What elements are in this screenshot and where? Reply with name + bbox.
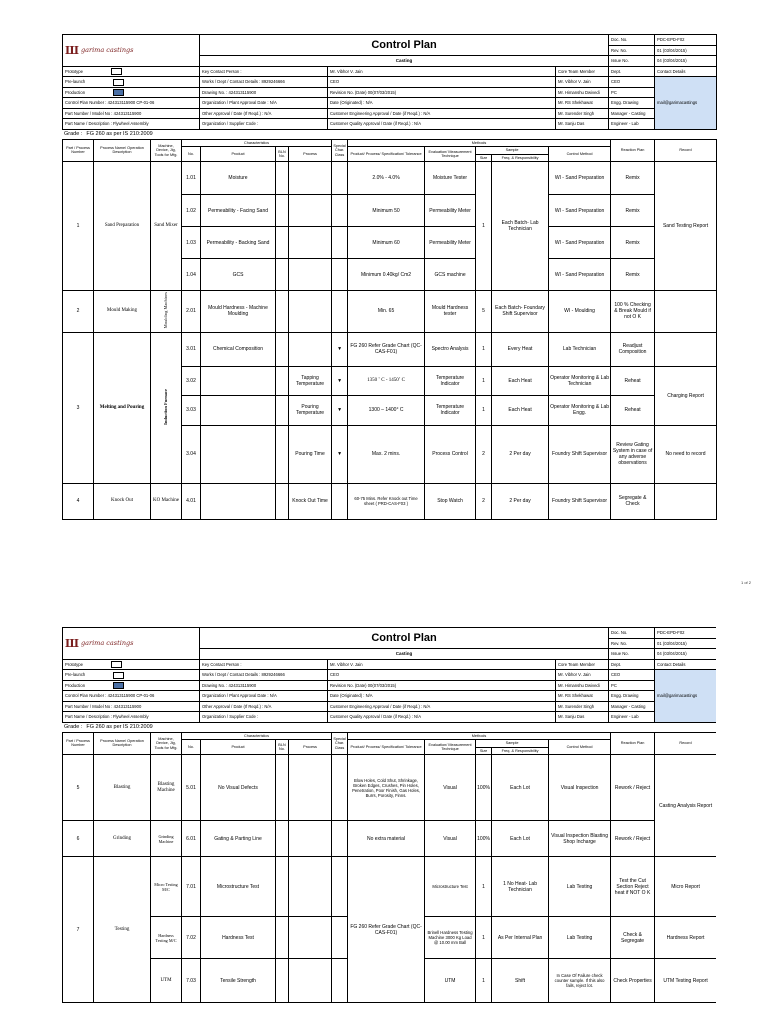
logo: Ш garima castings [63, 628, 200, 660]
table-row: 4 Knock Out KO Machine 4.01 Knock Out Time 60-75 Mins. Refer Knock out Time sheet ( PRD-CAS-F03 ) Stop Watch 2 2 Per day Foundry Shift Supervisor Segregate & Check [63, 483, 717, 519]
control-plan-page-2 [62, 627, 716, 1024]
email-cell: mail@garimacastings [655, 77, 717, 130]
plan-table: Part / Process Number Process Name/ Operation Description Machine, Device, Jig, Tools for Mfg. Characteristics Special Char. Class Methods Reaction Plan Record No. Product BLN No. Process Product/ Process/ Specification/ Tolerance Evaluation/ Measurement Technique Sample Control Method Size Freq. & Responsibility 1 Sand Preparation Sand Mixer 1.01 Moisture 2.0% - 4.0% Moisture Tester 1 Each Batch- Lab Technician WI - Sand Preparation Remix Sand Testing Report 1.02 Permeability - Facing Sand Minimum 50 Permeability Meter WI - Sand Preparation Remix 1.03 Permeability - Backing Sand Minimum 60 Permeability Meter WI - Sand Preparation Remix 1.04 GCS Minimum 0.40kg/ Cm2 GCS machine WI - Sand Preparation Remix 2 Mould Making Moulding Machines 2.01 Mould Hardness - Machine Moulding Min. 65 Mould Hardness tester 5 Each Batch- Foundary Shift Supervisor WI - Moulding 100 % Checking & Break Mould if not O K 3 Melting and Pouring Induction Furnace 3.01 Chemical Composition ▼ FG 260 Refer Grade Chart (QC-CAS-F01) Spectro Analysis 1 Every Heat Lab Technician Readjust Composition 3.02 Tapping Temperature ▼ 1350 ˚ C - 1450˚ C Temperature Indicator 1 Each Heat Operator Monitoring & Lab Technician Reheat Charging Report 3.03 Pouring Temperature ▼ 1300 – 1400° C Temperature Indicator 1 Each Heat Operator Monitoring & Lab Engg. Reheat 3.04 Pouring Time ▼ Max. 2 mins. Process Control 2 2 Per day Foundry Shift Supervisor Review Gating System in case of any adverse observations No need to record 4 Knock Out KO Machine 4.01 Knock Out Time 60-75 Mins. Refer Knock out Time sheet ( PRD-CAS-F03 ) Stop Watch 2 2 Per day Foundry Shift Supervisor Segregate & Check [62, 139, 717, 520]
table-row: 3 Melting and Pouring Induction Furnace 3.01 Chemical Composition ▼ FG 260 Refer Grade Chart (QC-CAS-F01) Spectro Analysis 1 Every Heat Lab Technician Readjust Composition [63, 332, 717, 366]
production-row: Production [63, 680, 200, 691]
table-row: 6 Grinding Grinding Machine 6.01 Gating & Parting Line No extra material Visual 100% Each Lot Visual Inspection Blasting Shop Incharge Rework / Reject [63, 821, 717, 857]
prelaunch-row: Pre-launch [63, 77, 200, 88]
logo-mark-icon: Ш [65, 636, 79, 650]
table-row: 3.04 Pouring Time ▼ Max. 2 mins. Process Control 2 2 Per day Foundry Shift Supervisor Review Gating System in case of any adverse observations No need to record [63, 425, 717, 483]
table-row: 7 Testing Micro Testing M/C 7.01 Microstructure Test FG 260 Refer Grade Chart (QC-CAS-F01) Microstructure Test 1 1 No Heat- Lab Technician Lab Testing Test the Cut Section Reject heat if NOT O K Micro Report [63, 857, 717, 917]
table-row: 3.02 Tapping Temperature ▼ 1350 ˚ C - 1450˚ C Temperature Indicator 1 Each Heat Operator Monitoring & Lab Technician Reheat Charging Report [63, 366, 717, 395]
production-checkbox[interactable] [113, 682, 124, 689]
prototype-checkbox[interactable] [111, 661, 122, 668]
table-row: Hardness Testing M/C 7.02 Hardness Test Brinell Hardness Testing Machine 3000 Kg Load @ 10.00 mm Ball 1 As Per Internal Plan Lab Testing Check & Segregate Hardness Report [63, 917, 717, 959]
table-row: UTM 7.03 Tensile Strength UTM 1 Shift In Case Of Failure check counter sample. If this also fails, reject lot. Check Properties UTM Testing Report [63, 959, 717, 1003]
prelaunch-checkbox[interactable] [113, 79, 124, 86]
logo-mark-icon: Ш [65, 43, 79, 57]
logo: Ш garima castings [63, 35, 200, 67]
table-row: 2 Mould Making Moulding Machines 2.01 Mould Hardness - Machine Moulding Min. 65 Mould Hardness tester 5 Each Batch- Foundary Shift Supervisor WI - Moulding 100 % Checking & Break Mould if not O K [63, 291, 717, 332]
page-title: Control Plan [200, 628, 609, 649]
page-title: Control Plan [200, 35, 609, 56]
table-row: 3.03 Pouring Temperature ▼ 1300 – 1400° C Temperature Indicator 1 Each Heat Operator Monitoring & Lab Engg. Reheat [63, 395, 717, 425]
control-plan-page-1 [62, 34, 716, 534]
table-row: 1 Sand Preparation Sand Mixer 1.01 Moisture 2.0% - 4.0% Moisture Tester 1 Each Batch- Lab Technician WI - Sand Preparation Remix Sand Testing Report [63, 162, 717, 195]
table-row: 1.02 Permeability - Facing Sand Minimum 50 Permeability Meter WI - Sand Preparation Remix [63, 195, 717, 227]
page-number: 1 of 2 [741, 580, 752, 585]
prototype-row: Prototype [63, 659, 200, 670]
email-cell: mail@garimacastings [655, 670, 716, 723]
table-row: 5 Blasting Blasting Machine 5.01 No Visual Defects Blow Holes, Cold Shut, Shrinkage, Broken Edges, Crushes, Pin Holes, Penetration, Poor Finish, Gas Holes, Burrs, Porosity, Finns. Visual 100% Each Lot Visual Inspection Rework / Reject Casting Analysis Report [63, 755, 717, 821]
grade-line: Grade : FG 260 as per IS 210:2009 [64, 130, 153, 137]
production-row: Production [63, 87, 200, 98]
page-subtitle: Casting [200, 56, 609, 67]
header-table: Ш garima castings Control Plan Doc. No. PDC-EPD-F02 Rev. No. 01 (03/04/2015) Casting Issue No. 04 (03/04/2015) Prototype Key Contact Person : Mr. Vibhor V. Jain Core Team Member Dept. Contact Details Pre-launch Works / Dept / Contact Details : 8929246666 CEO Mr. Vibhor V. Jain CEO mail@garimacastings Production Drawing No. : 424313115900 Revision No. (Date) 00(07/03/2015) Mr. Himanshu Dwivedi PC Control Plan Number : 424313115900 CP-01-06 Organization / Plant Approval Date : N/A Date (Originated) : N/A Mr. RS Shekhawat Engg. Drawing Part Number / Model No : 424313115900 Other Approval / Date (If Reqd.) : N/A Customer Engineering Approval / Date (if Reqd.) : N/A Mr. Surender Singh Manager - Casting Part Name / Description : Flywheel Assembly Organization / Supplier Code : Customer Quality Approval / Date (if Reqd.) : N/A Mr. Sanju Das Engineer - Lab [62, 627, 716, 723]
production-checkbox[interactable] [113, 89, 124, 96]
prelaunch-checkbox[interactable] [113, 672, 124, 679]
table-row: 1.04 GCS Minimum 0.40kg/ Cm2 GCS machine WI - Sand Preparation Remix [63, 259, 717, 291]
grade-line: Grade : FG 260 as per IS 210:2009 [64, 723, 153, 730]
table-row: 1.03 Permeability - Backing Sand Minimum 60 Permeability Meter WI - Sand Preparation Remix [63, 227, 717, 259]
plan-table: Part / Process Number Process Name/ Operation Description Machine, Device, Jig, Tools for Mfg. Characteristics Special Char. Class Methods Reaction Plan Record No. Product BLN No. Process Product/ Process/ Specification/ Tolerance Evaluation/ Measurement Technique Sample Control Method Size Freq. & Responsibility 5 Blasting Blasting Machine 5.01 No Visual Defects Blow Holes, Cold Shut, Shrinkage, Broken Edges, Crushes, Pin Holes, Penetration, Poor Finish, Gas Holes, Burrs, Porosity, Finns. Visual 100% Each Lot Visual Inspection Rework / Reject Casting Analysis Report 6 Grinding Grinding Machine 6.01 Gating & Parting Line No extra material Visual 100% Each Lot Visual Inspection Blasting Shop Incharge Rework / Reject 7 Testing Micro Testing M/C 7.01 Microstructure Test FG 260 Refer Grade Chart (QC-CAS-F01) Microstructure Test 1 1 No Heat- Lab Technician Lab Testing Test the Cut Section Reject heat if NOT O K Micro Report Hardness Testing M/C 7.02 Hardness Test Brinell Hardness Testing Machine 3000 Kg Load @ 10.00 mm Ball 1 As Per Internal Plan Lab Testing Check & Segregate Hardness Report UTM 7.03 Tensile Strength UTM 1 Shift In Case Of Failure check counter sample. If this also fails, reject lot. Check Properties UTM Testing Report [62, 732, 716, 1004]
prelaunch-row: Pre-launch [63, 670, 200, 681]
prototype-row: Prototype [63, 66, 200, 77]
prototype-checkbox[interactable] [111, 68, 122, 75]
page-subtitle: Casting [200, 649, 609, 660]
header-table: Ш garima castings Control Plan Doc. No. PDC-EPD-F02 Rev. No. 01 (03/04/2015) Casting Issue No. 04 (03/04/2015) Prototype Key Contact Person : Mr. Vibhor V. Jain Core Team Member Dept. Contact Details Pre-launch Works / Dept / Contact Details : 8929246666 CEO Mr. Vibhor V. Jain CEO mail@garimacastings Production Drawing No. : 424313115900 Revision No. (Date) 00(07/03/2015) Mr. Himanshu Dwivedi PC Control Plan Number : 424313115900 CP-01-06 Organization / Plant Approval Date : N/A Date (Originated) : N/A Mr. RS Shekhawat Engg. Drawing Part Number / Model No : 424313115900 Other Approval / Date (If Reqd.) : N/A Customer Engineering Approval / Date (if Reqd.) : N/A Mr. Surender Singh Manager - Casting Part Name / Description : Flywheel Assembly Organization / Supplier Code : Customer Quality Approval / Date (if Reqd.) : N/A Mr. Sanju Das Engineer - Lab [62, 34, 717, 130]
